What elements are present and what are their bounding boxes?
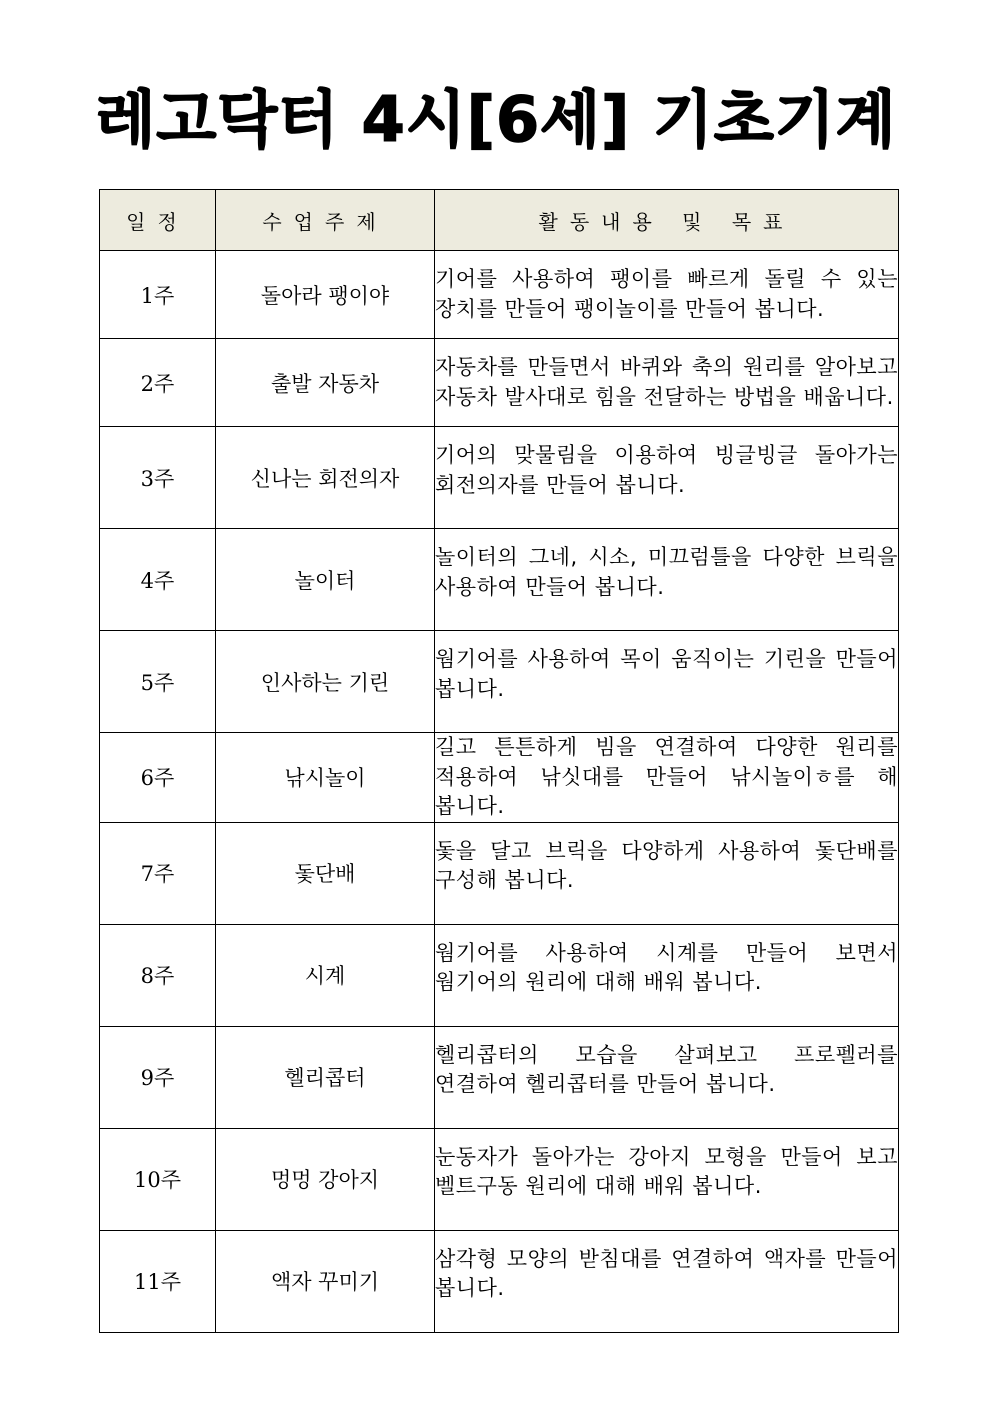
description-cell: 놀이터의 그네, 시소, 미끄럼틀을 다양한 브릭을 사용하여 만들어 봅니다. [435, 529, 899, 631]
description-cell: 돛을 달고 브릭을 다양하게 사용하여 돛단배를 구성해 봅니다. [435, 822, 899, 924]
description-cell: 자동차를 만들면서 바퀴와 축의 원리를 알아보고 자동차 발사대로 힘을 전달하는 방법을 배웁니다. [435, 339, 899, 427]
table-row [100, 822, 899, 924]
topic-cell: 시계 [216, 924, 435, 1026]
topic-cell: 출발 자동차 [216, 339, 435, 427]
week-cell: 5주 [100, 631, 216, 733]
page-title: 레고닥터 4시[6세] 기초기계 [95, 83, 897, 156]
description-cell: 눈동자가 돌아가는 강아지 모형을 만들어 보고 벨트구동 원리에 대해 배워 봅니다. [435, 1128, 899, 1230]
topic-cell: 놀이터 [216, 529, 435, 631]
table-row [100, 1026, 899, 1128]
topic-cell: 돌아라 팽이야 [216, 251, 435, 339]
description-cell: 기어의 맞물림을 이용하여 빙글빙글 돌아가는 회전의자를 만들어 봅니다. [435, 427, 899, 529]
week-cell: 2주 [100, 339, 216, 427]
topic-cell: 액자 꾸미기 [216, 1230, 435, 1332]
week-cell: 3주 [100, 427, 216, 529]
week-cell: 6주 [100, 733, 216, 823]
table-row [100, 339, 899, 427]
description-cell: 길고 튼튼하게 빔을 연결하여 다양한 원리를 적용하여 낚싯대를 만들어 낚시놀이ㅎ를 해 봅니다. [435, 733, 899, 823]
table-row [100, 1230, 899, 1332]
week-cell: 4주 [100, 529, 216, 631]
table-row [100, 1128, 899, 1230]
header-topic: 수업주제 [216, 190, 435, 251]
schedule-table [99, 189, 899, 1333]
table-row [100, 631, 899, 733]
topic-cell: 헬리콥터 [216, 1026, 435, 1128]
description-cell: 웜기어를 사용하여 목이 움직이는 기린을 만들어 봅니다. [435, 631, 899, 733]
topic-cell: 인사하는 기린 [216, 631, 435, 733]
topic-cell: 신나는 회전의자 [216, 427, 435, 529]
topic-cell: 돛단배 [216, 822, 435, 924]
week-cell: 11주 [100, 1230, 216, 1332]
description-cell: 기어를 사용하여 팽이를 빠르게 돌릴 수 있는 장치를 만들어 팽이놀이를 만들어 봅니다. [435, 251, 899, 339]
week-cell: 9주 [100, 1026, 216, 1128]
description-cell: 헬리콥터의 모습을 살펴보고 프로펠러를 연결하여 헬리콥터를 만들어 봅니다. [435, 1026, 899, 1128]
week-cell: 8주 [100, 924, 216, 1026]
description-cell: 삼각형 모양의 받침대를 연결하여 액자를 만들어 봅니다. [435, 1230, 899, 1332]
table-row [100, 251, 899, 339]
table-row [100, 924, 899, 1026]
topic-cell: 멍멍 강아지 [216, 1128, 435, 1230]
header-content: 활동내용 및 목표 [435, 190, 899, 251]
table-row [100, 427, 899, 529]
topic-cell: 낚시놀이 [216, 733, 435, 823]
table-row [100, 529, 899, 631]
week-cell: 1주 [100, 251, 216, 339]
description-cell: 웜기어를 사용하여 시계를 만들어 보면서 웜기어의 원리에 대해 배워 봅니다. [435, 924, 899, 1026]
table-row [100, 733, 899, 823]
header-schedule: 일정 [100, 190, 216, 251]
table-header-row [100, 190, 899, 251]
week-cell: 10주 [100, 1128, 216, 1230]
week-cell: 7주 [100, 822, 216, 924]
